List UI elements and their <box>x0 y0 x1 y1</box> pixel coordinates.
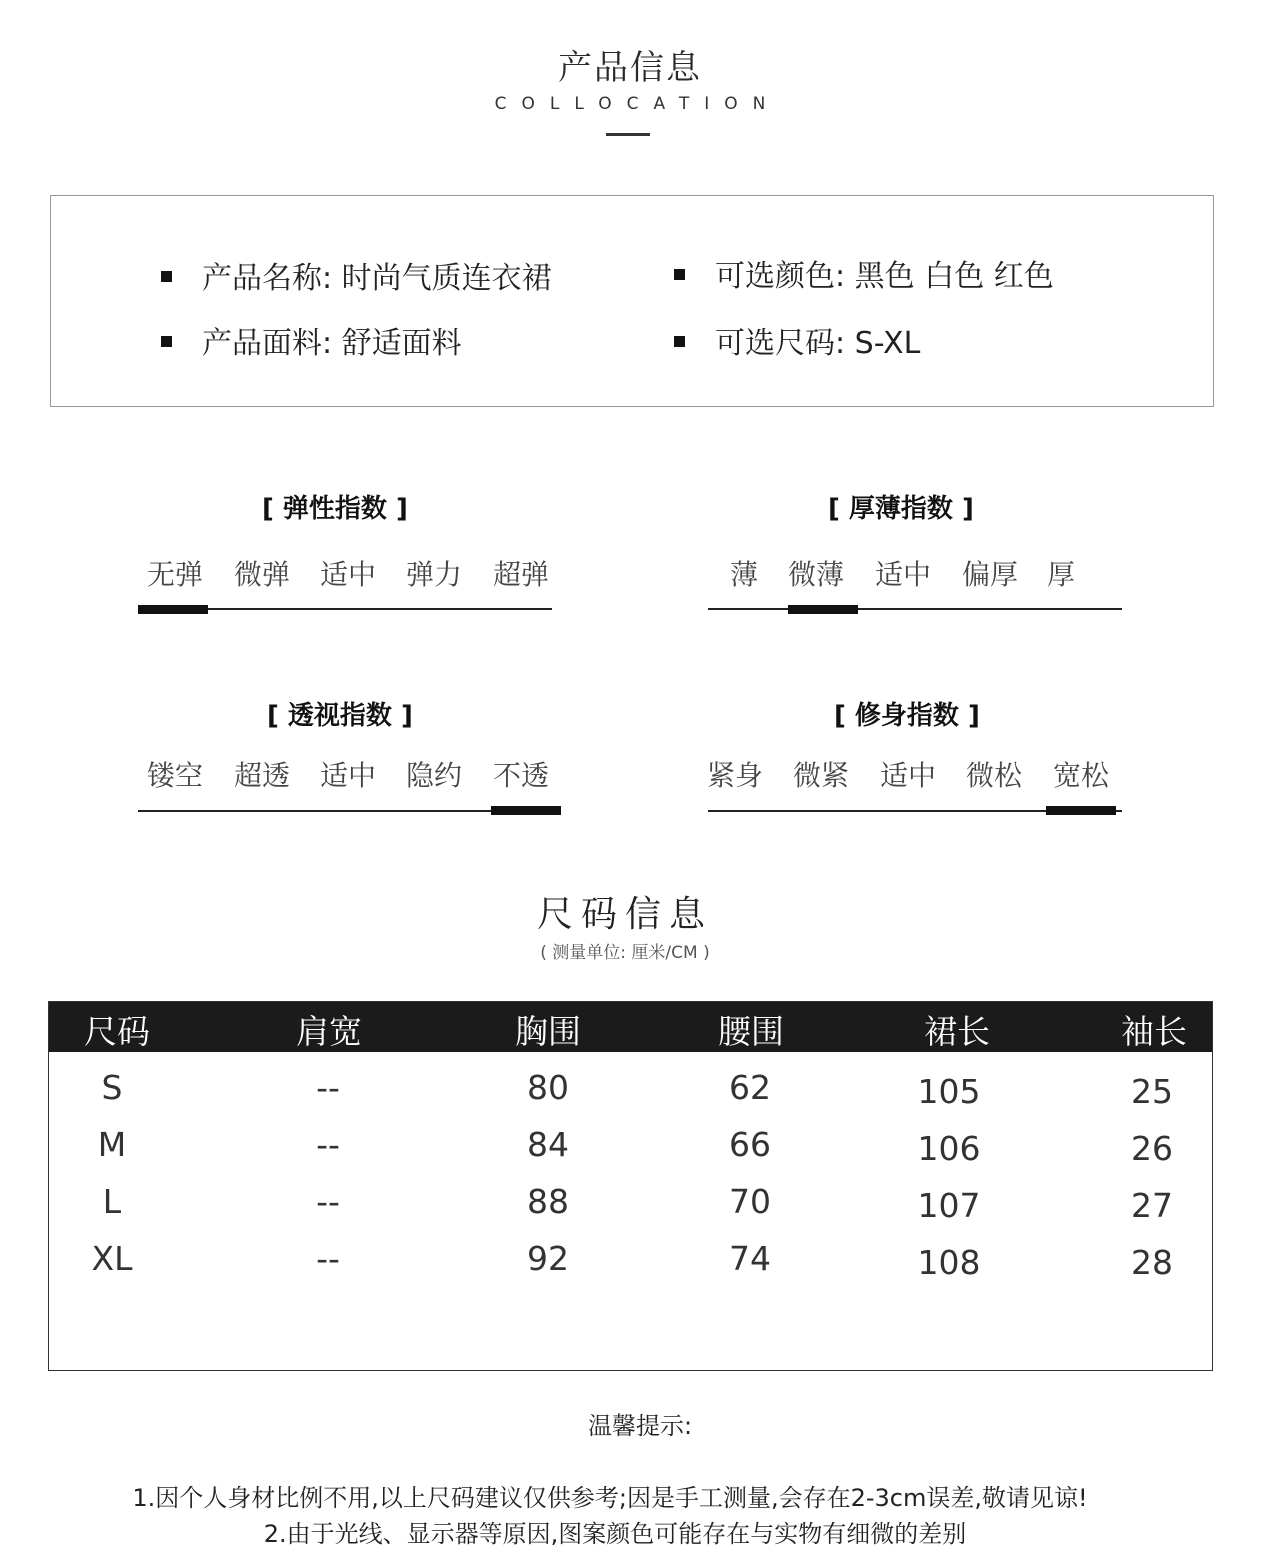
product-info-box <box>50 195 1214 407</box>
header-cell: 腰围 <box>718 1012 784 1051</box>
cell-size: L <box>102 1182 122 1221</box>
info-label: 可选尺码: <box>715 326 846 361</box>
cell-skirt-length: 106 <box>917 1129 981 1168</box>
fit-selected-marker <box>1046 806 1116 815</box>
header-cell: 袖长 <box>1121 1012 1187 1051</box>
transparency-option: 适中 <box>320 759 377 792</box>
thickness-option: 厚 <box>1047 558 1076 591</box>
transparency-option: 隐约 <box>406 759 463 792</box>
cell-shoulder: -- <box>316 1125 340 1164</box>
thickness-scale-line <box>708 608 1122 610</box>
elasticity-option: 超弹 <box>493 558 550 591</box>
cell-sleeve-length: 28 <box>1131 1243 1173 1282</box>
header-cell: 胸围 <box>515 1012 581 1051</box>
tip-line-1: 1.因个人身材比例不用,以上尺码建议仅供参考;因是手工测量,会存在2-3cm误差,敬请见谅! <box>132 1484 1088 1512</box>
elasticity-option: 微弹 <box>234 558 291 591</box>
cell-bust: 88 <box>527 1182 569 1221</box>
thickness-option: 薄 <box>730 558 759 591</box>
fit-option: 微松 <box>966 759 1023 792</box>
info-value: 时尚气质连衣裙 <box>341 261 552 296</box>
fit-index-title: [ 修身指数 ] <box>834 701 980 731</box>
fit-option: 微紧 <box>793 759 850 792</box>
thickness-index-title: [ 厚薄指数 ] <box>828 494 974 524</box>
thickness-option: 偏厚 <box>962 558 1019 591</box>
header-cell: 肩宽 <box>296 1012 362 1051</box>
bullet-icon <box>161 336 172 347</box>
thickness-option: 适中 <box>875 558 932 591</box>
transparency-selected-marker <box>491 806 561 815</box>
cell-bust: 80 <box>527 1068 569 1107</box>
transparency-scale-line <box>138 810 552 812</box>
elasticity-option: 无弹 <box>147 558 204 591</box>
cell-waist: 66 <box>729 1125 771 1164</box>
cell-shoulder: -- <box>316 1182 340 1221</box>
transparency-index-title: [ 透视指数 ] <box>267 701 413 731</box>
header-cell: 尺码 <box>84 1012 150 1051</box>
cell-waist: 70 <box>729 1182 771 1221</box>
cell-skirt-length: 105 <box>917 1072 981 1111</box>
bullet-icon <box>674 336 685 347</box>
info-product-name <box>161 253 552 297</box>
transparency-option: 超透 <box>234 759 291 792</box>
thickness-selected-marker <box>788 605 858 614</box>
fit-option: 宽松 <box>1053 759 1110 792</box>
section-subtitle: COLLOCATION <box>494 94 781 114</box>
cell-waist: 62 <box>729 1068 771 1107</box>
bullet-icon <box>161 271 172 282</box>
section-title: 产品信息 <box>558 48 702 88</box>
cell-sleeve-length: 26 <box>1131 1129 1173 1168</box>
cell-sleeve-length: 27 <box>1131 1186 1173 1225</box>
tip-line-2: 2.由于光线、显示器等原因,图案颜色可能存在与实物有细微的差别 <box>263 1520 967 1548</box>
info-value: S-XL <box>854 326 921 361</box>
thickness-option: 微薄 <box>788 558 845 591</box>
size-table <box>48 1001 1213 1371</box>
cell-size: M <box>97 1125 127 1164</box>
size-info-title: 尺码信息 <box>536 894 713 935</box>
elasticity-index-title: [ 弹性指数 ] <box>262 494 408 524</box>
transparency-option: 不透 <box>493 759 550 792</box>
title-divider <box>606 133 650 136</box>
cell-skirt-length: 107 <box>917 1186 981 1225</box>
cell-shoulder: -- <box>316 1068 340 1107</box>
elasticity-option: 弹力 <box>406 558 463 591</box>
cell-size: XL <box>91 1239 133 1278</box>
info-sizes <box>674 318 920 362</box>
info-label: 可选颜色: <box>715 259 846 294</box>
elasticity-selected-marker <box>138 605 208 614</box>
bullet-icon <box>674 269 685 280</box>
info-value: 黑色 白色 红色 <box>854 259 1054 294</box>
tips-title: 温馨提示: <box>587 1412 693 1440</box>
fit-option: 紧身 <box>707 759 764 792</box>
cell-bust: 84 <box>527 1125 569 1164</box>
cell-shoulder: -- <box>316 1239 340 1278</box>
info-colors <box>674 251 1054 295</box>
info-value: 舒适面料 <box>341 326 462 361</box>
transparency-option: 镂空 <box>147 759 204 792</box>
cell-sleeve-length: 25 <box>1131 1072 1173 1111</box>
header-cell: 裙长 <box>924 1012 990 1051</box>
cell-bust: 92 <box>527 1239 569 1278</box>
info-label: 产品名称: <box>202 261 333 296</box>
elasticity-option: 适中 <box>320 558 377 591</box>
info-label: 产品面料: <box>202 326 333 361</box>
cell-size: S <box>101 1068 123 1107</box>
info-product-fabric <box>161 318 462 362</box>
fit-option: 适中 <box>880 759 937 792</box>
cell-waist: 74 <box>729 1239 771 1278</box>
size-info-unit: ( 测量单位: 厘米/CM ) <box>540 943 710 963</box>
cell-skirt-length: 108 <box>917 1243 981 1282</box>
size-table-header <box>49 1002 1212 1052</box>
